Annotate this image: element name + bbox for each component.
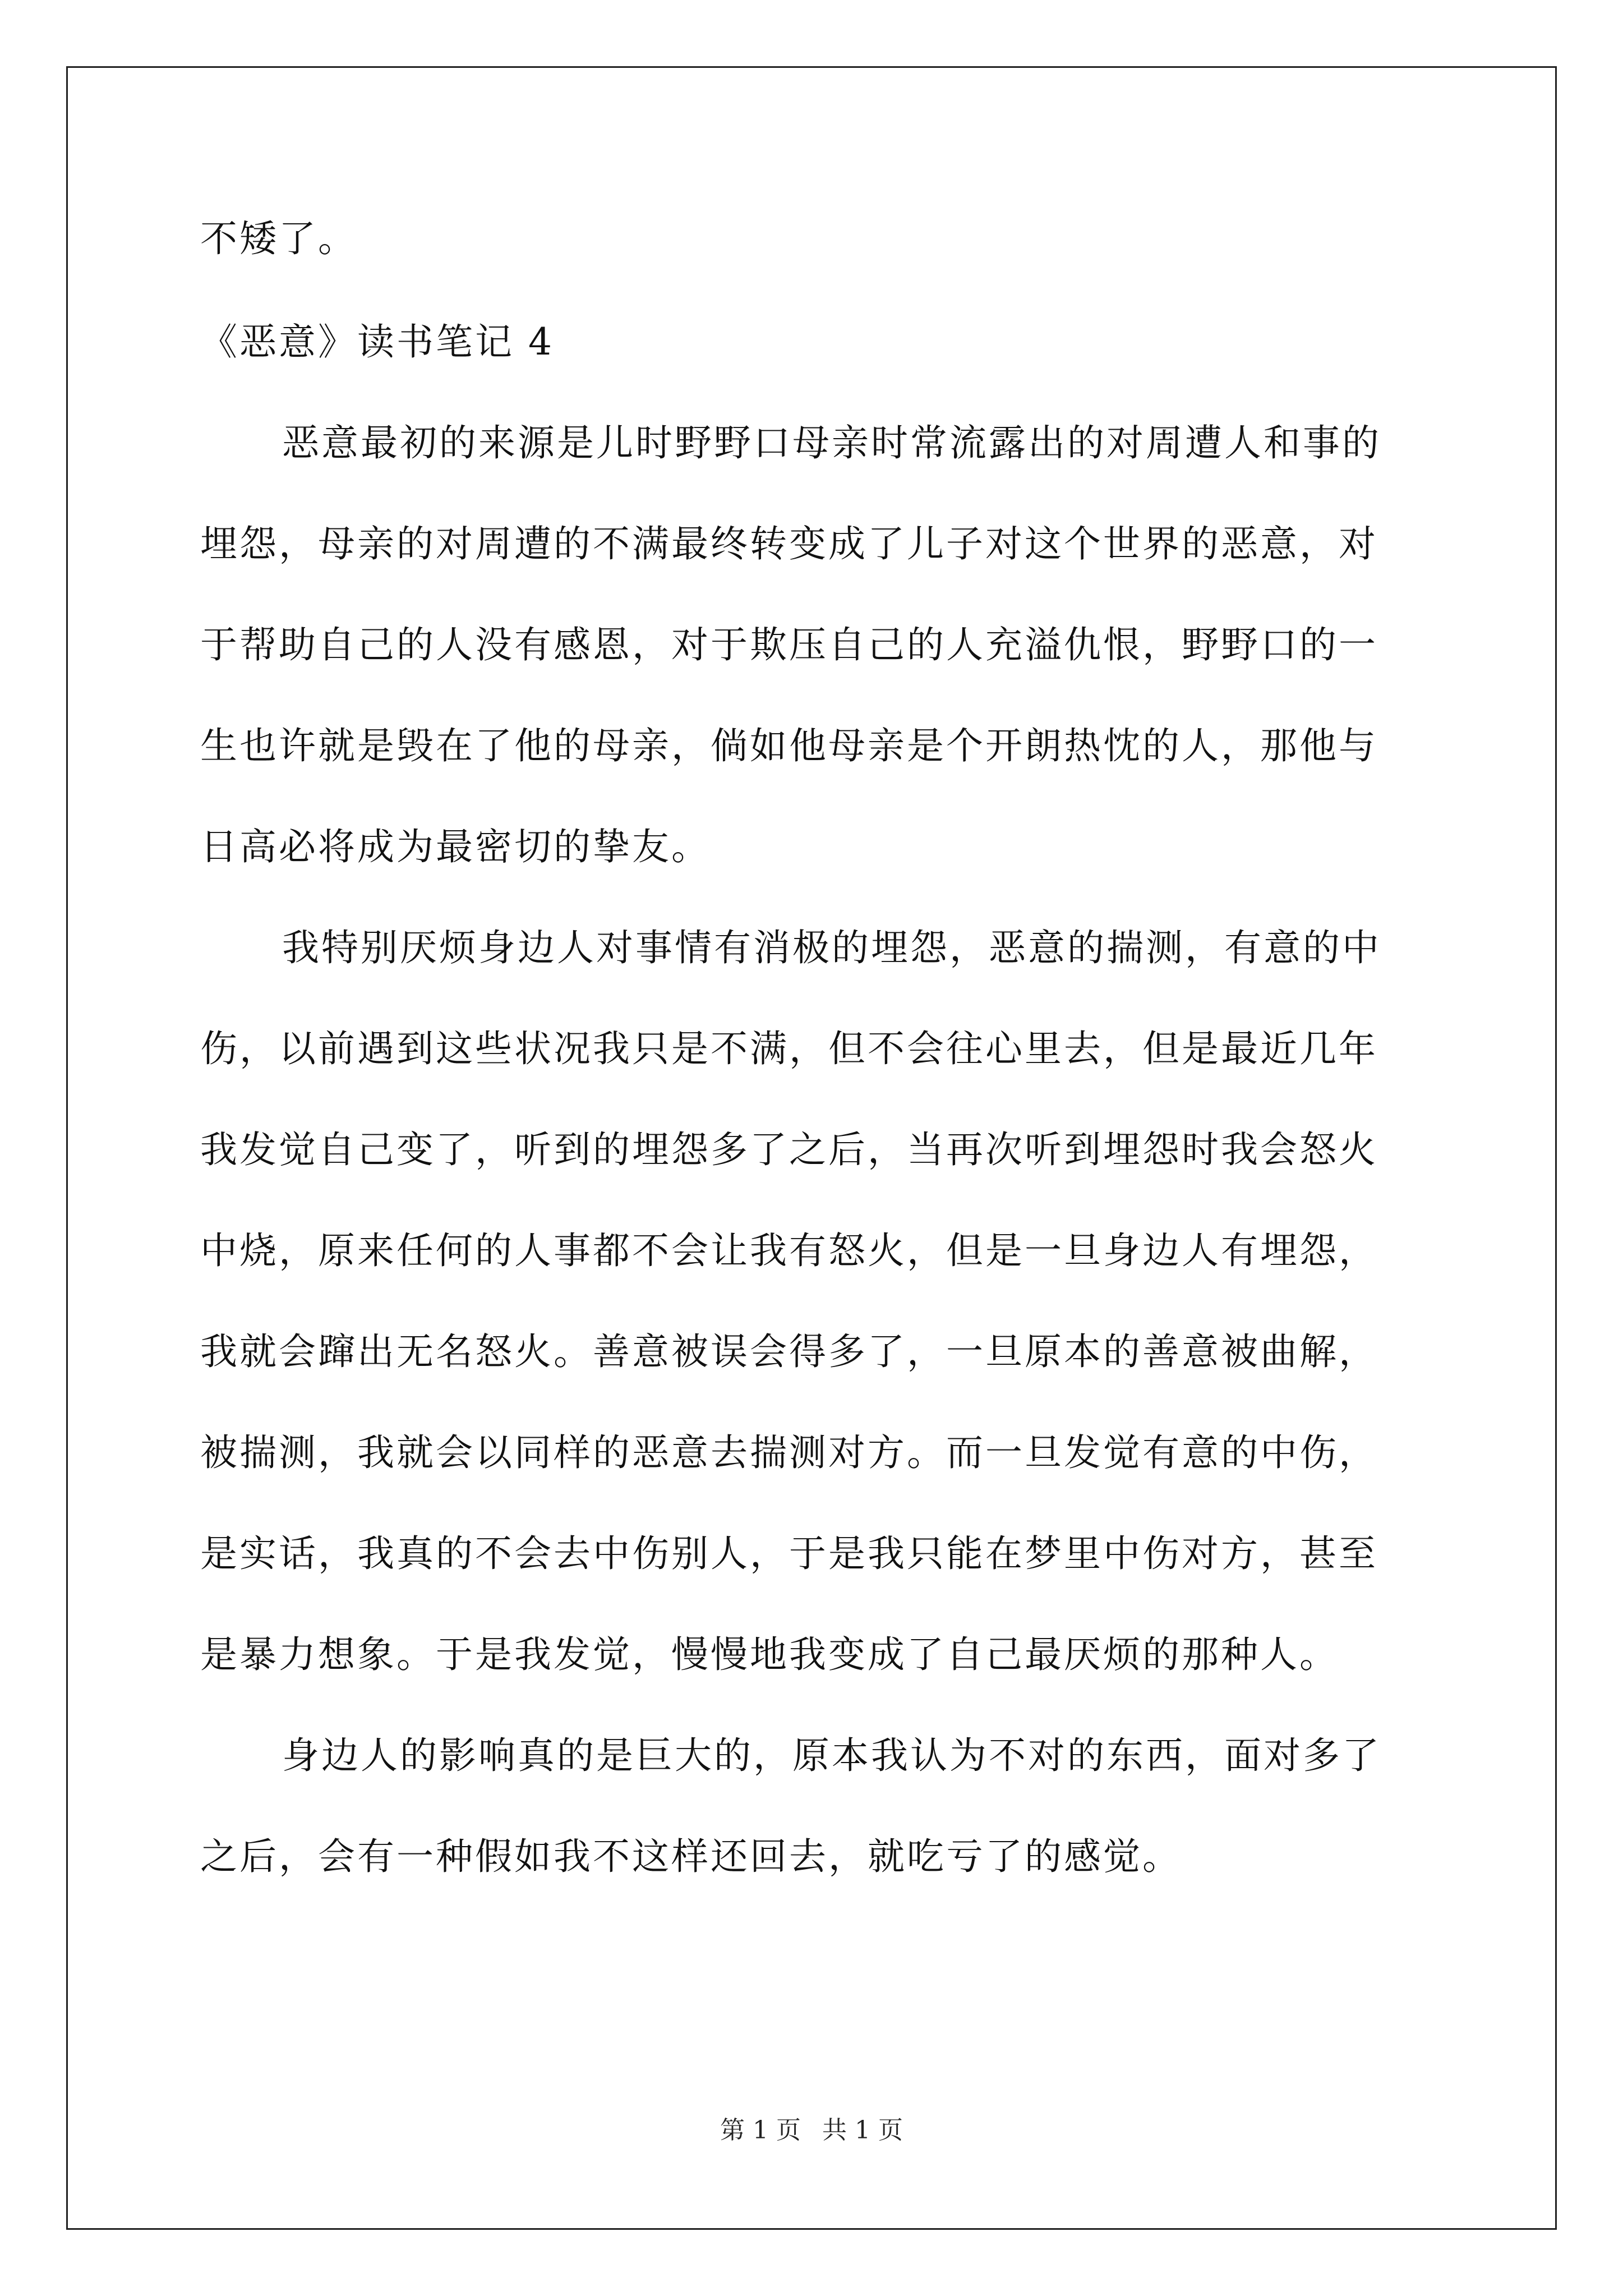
- paragraph-1: [200, 416, 1423, 874]
- paragraph-line: 身边人的影响真的是巨大的，原本我认为不对的东西，面对多了: [282, 1734, 1381, 1777]
- paragraph-line: 伤，以前遇到这些状况我只是不满，但不会往心里去，但是最近几年: [200, 1027, 1378, 1070]
- page-footer: [0, 2115, 1623, 2146]
- section-heading: 《恶意》读书笔记 4: [200, 320, 554, 364]
- paragraph-line: 是暴力想象。于是我发觉，慢慢地我变成了自己最厌烦的那种人。: [200, 1633, 1339, 1676]
- paragraph-line: 我就会蹿出无名怒火。善意被误会得多了，一旦原本的善意被曲解，: [200, 1330, 1378, 1373]
- paragraph-line: 我发觉自己变了，听到的埋怨多了之后，当再次听到埋怨时我会怒火: [200, 1128, 1378, 1171]
- paragraph-line: 之后，会有一种假如我不这样还回去，就吃亏了的感觉。: [200, 1835, 1182, 1878]
- paragraph-line: 我特别厌烦身边人对事情有消极的埋怨，恶意的揣测，有意的中: [282, 926, 1381, 969]
- paragraph-line: 日高必将成为最密切的挚友。: [200, 825, 711, 868]
- paragraph-line: 生也许就是毁在了他的母亲，倘如他母亲是个开朗热忱的人，那他与: [200, 724, 1378, 767]
- paragraph-line: 于帮助自己的人没有感恩，对于欺压自己的人充溢仇恨，野野口的一: [200, 623, 1378, 666]
- paragraph-line: 中烧，原来任何的人事都不会让我有怒火，但是一旦身边人有埋怨，: [200, 1229, 1378, 1272]
- paragraph-2: [200, 921, 1423, 1682]
- paragraph-line: 恶意最初的来源是儿时野野口母亲时常流露出的对周遭人和事的: [282, 421, 1381, 464]
- paragraph-line: 是实话，我真的不会去中伤别人，于是我只能在梦里中伤对方，甚至: [200, 1532, 1378, 1575]
- document-body: [200, 212, 1423, 1931]
- continuation-text: 不矮了。: [200, 217, 357, 260]
- paragraph-line: 埋怨，母亲的对周遭的不满最终转变成了儿子对这个世界的恶意，对: [200, 522, 1378, 565]
- page-total: 共 1 页: [822, 2116, 903, 2145]
- page-number: 第 1 页: [720, 2116, 801, 2145]
- paragraph-3: [200, 1729, 1423, 1884]
- paragraph-line: 被揣测，我就会以同样的恶意去揣测对方。而一旦发觉有意的中伤，: [200, 1431, 1378, 1474]
